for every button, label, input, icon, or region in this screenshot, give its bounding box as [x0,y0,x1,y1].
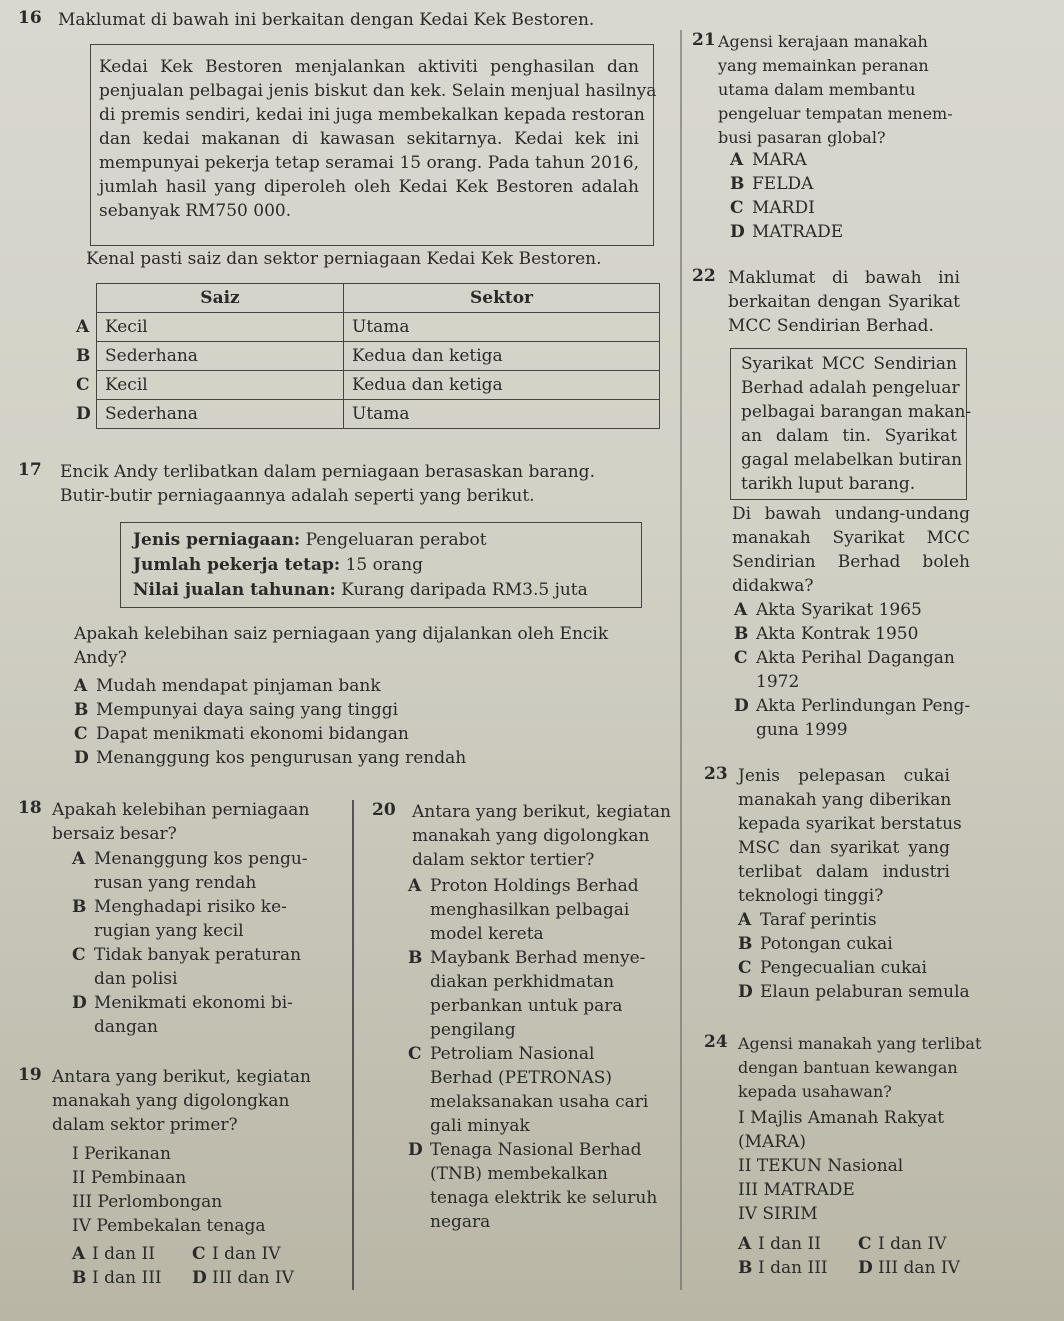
question-number: 20 [372,800,396,820]
option-letter: B [74,700,89,720]
table-row [76,371,660,400]
text-line: Akta Perihal Dagangan [756,648,955,668]
option-letter: A [734,600,748,620]
text-line: Antara yang berikut, kegiatan [412,802,671,822]
table-prompt: Kenal pasti saiz dan sektor perniagaan Kedai Kek Bestoren. [86,249,602,269]
answer-letter: A [72,1244,86,1264]
text-line: Pengecualian cukai [760,958,927,978]
sector-cell: Kedua dan ketiga [344,371,660,400]
text-line: Syarikat MCC Sendirian [741,354,957,374]
option-text [756,694,974,742]
text-line: (MARA) [738,1132,807,1152]
option-text [756,622,974,646]
answer-option [730,172,950,196]
text-line: Butir-butir perniagaannya adalah seperti yang berikut. [60,486,535,506]
size-cell: Sederhana [97,342,344,371]
answer-option [72,895,342,943]
option-text [760,980,978,1004]
info-label: Jumlah pekerja tetap: [133,555,341,575]
info-value: Pengeluaran perabot [300,530,487,550]
info-box-text [741,352,972,496]
question-stem [52,1065,311,1137]
answer-letter: D [858,1258,873,1278]
option-text [94,847,342,895]
text-line: kepada syarikat berstatus [738,814,962,834]
answer-text: I dan II [92,1244,155,1264]
text-line: bersaiz besar? [52,824,177,844]
info-label: Nilai jualan tahunan: [133,580,336,600]
option-letter: B [72,897,87,917]
option-letter: D [408,1140,423,1160]
answer-option [408,874,668,946]
option-text [430,874,668,946]
text-line: Maybank Berhad menye- [430,948,646,968]
option-text [756,598,974,622]
text-line: terlibat dalam industri [738,862,950,882]
option-text [96,674,634,698]
text-line: penjualan pelbagai jenis biskut dan kek. Selain menjual hasilnya [99,81,657,101]
text-line: tenaga elektrik ke seluruh [430,1188,658,1208]
answer-text: III dan IV [212,1268,294,1288]
info-line [133,578,588,603]
option-text [760,956,978,980]
info-line [133,553,588,578]
text-line: 1972 [756,672,800,692]
text-line: pengeluar tempatan menem- [718,104,953,123]
answer-option [74,698,634,722]
text-line: III Perlombongan [72,1192,223,1212]
text-line: Proton Holdings Berhad [430,876,639,896]
text-line: Mempunyai daya saing yang tinggi [96,700,399,720]
answer-option [408,946,668,1042]
text-line: manakah yang diberikan [738,790,952,810]
question-stem [738,764,962,908]
roman-items [72,1142,266,1238]
text-line: rugian yang kecil [94,921,244,941]
question-stem [728,266,960,338]
text-line: Mudah mendapat pinjaman bank [96,676,381,696]
question-number: 18 [18,798,42,818]
question-number: 22 [692,266,716,286]
option-letter: D [738,982,753,1002]
text-line: Antara yang berikut, kegiatan [52,1067,311,1087]
text-line: manakah Syarikat MCC [732,528,970,548]
text-line: Menikmati ekonomi bi- [94,993,293,1013]
answer-option [738,956,978,980]
text-line: I Perikanan [72,1144,171,1164]
question-number: 17 [18,460,42,480]
option-letter: D [72,993,87,1013]
option-letter: A [738,910,752,930]
option-letter: C [76,375,90,395]
info-box-text [133,528,588,603]
answer-text: I dan IV [878,1234,947,1254]
option-letter: A [730,150,744,170]
option-letter: A [408,876,422,896]
question-number: 23 [704,764,728,784]
sector-cell: Utama [344,400,660,429]
answer-row [738,1232,978,1256]
text-line: perbankan untuk para [430,996,623,1016]
answer-row [72,1242,312,1266]
option-text [752,220,950,244]
answer-option [408,1042,668,1138]
text-line: mempunyai pekerja tetap seramai 15 orang. Pada tahun 2016, [99,153,639,173]
text-line: MCC Sendirian Berhad. [728,316,934,336]
text-line: guna 1999 [756,720,848,740]
text-line: MARDI [752,198,815,218]
text-line: Akta Kontrak 1950 [756,624,919,644]
answer-letter: A [738,1234,752,1254]
option-letter: C [408,1044,422,1064]
answer-option [730,148,950,172]
text-line: menghasilkan pelbagai [430,900,630,920]
option-text [94,895,342,943]
text-line: berkaitan dengan Syarikat [728,292,960,312]
text-line: Tidak banyak peraturan [94,945,302,965]
answer-text: I dan IV [212,1244,281,1264]
text-line: Jenis pelepasan cukai [738,766,950,786]
option-letter: D [730,222,745,242]
text-line: Tenaga Nasional Berhad [430,1140,642,1160]
answer-option [408,1138,668,1234]
text-line: didakwa? [732,576,814,596]
text-line: tarikh luput barang. [741,474,916,494]
option-text [756,646,974,694]
text-line: dangan [94,1017,158,1037]
info-line [133,528,588,553]
info-box [90,44,657,246]
question-text [732,502,970,598]
text-line: diakan perkhidmatan [430,972,615,992]
answer-letter: B [72,1268,87,1288]
option-text [96,722,634,746]
text-line: utama dalam membantu [718,80,916,99]
sector-cell: Kedua dan ketiga [344,342,660,371]
answer-option [72,943,342,991]
text-line: Potongan cukai [760,934,893,954]
option-letter: A [74,676,88,696]
answer-option [734,598,974,622]
question-number: 21 [692,30,716,50]
text-line: Apakah kelebihan saiz perniagaan yang dijalankan oleh Encik [74,624,609,644]
text-line: MSC dan syarikat yang [738,838,950,858]
answer-option [74,746,634,770]
text-line: melaksanakan usaha cari [430,1092,649,1112]
column-divider [352,800,354,1290]
text-line: Menanggung kos pengu- [94,849,308,869]
option-letter: D [76,404,91,424]
answer-letter: D [192,1268,207,1288]
option-letter: D [74,748,89,768]
text-line: MATRADE [752,222,844,242]
question-stem [412,800,671,872]
text-line: Berhad adalah pengeluar [741,378,960,398]
option-text [430,1138,668,1234]
answer-option [730,196,950,220]
option-text [94,943,342,991]
answer-option [74,722,634,746]
option-letter: C [72,945,86,965]
text-line: Menghadapi risiko ke- [94,897,287,917]
option-text [94,991,342,1039]
question-text [74,622,608,670]
text-line: an dalam tin. Syarikat [741,426,957,446]
text-line: manakah yang digolongkan [412,826,650,846]
option-text [752,172,950,196]
text-line: (TNB) membekalkan [430,1164,608,1184]
table-row [76,313,660,342]
option-letter: B [730,174,745,194]
info-value: 15 orang [340,555,423,575]
answer-letter: C [192,1244,206,1264]
option-letter: B [76,346,91,366]
answer-table [76,283,660,429]
text-line: Encik Andy terlibatkan dalam perniagaan berasaskan barang. [60,462,595,482]
option-letter: C [74,724,88,744]
info-label: Jenis perniagaan: [133,530,301,550]
text-line: manakah yang digolongkan [52,1091,290,1111]
option-text [430,1042,668,1138]
text-line: dengan bantuan kewangan [738,1058,958,1077]
text-line: Menanggung kos pengurusan yang rendah [96,748,467,768]
text-line: Di bawah undang-undang [732,504,970,524]
table-row [76,342,660,371]
question-stem [718,30,958,150]
option-letter: A [72,849,86,869]
option-letter: B [408,948,423,968]
question-stem [738,1032,982,1104]
answer-text: III dan IV [878,1258,960,1278]
question-number: 16 [18,8,42,28]
option-letter: C [738,958,752,978]
answer-row [738,1256,978,1280]
option-text [430,946,668,1042]
option-letter: C [734,648,748,668]
text-line: MARA [752,150,807,170]
info-box [120,522,642,608]
answer-letter: B [738,1258,753,1278]
question-stem [52,798,309,846]
text-line: Akta Perlindungan Peng- [756,696,971,716]
answer-letter: C [858,1234,872,1254]
text-line: Petroliam Nasional [430,1044,595,1064]
text-line: Elaun pelaburan semula [760,982,970,1002]
text-line: pelbagai barangan makan- [741,402,972,422]
text-line: rusan yang rendah [94,873,257,893]
text-line: IV SIRIM [738,1204,818,1224]
answer-text: I dan II [758,1234,821,1254]
info-box [730,348,972,500]
question-number: 19 [18,1065,42,1085]
answer-option [72,847,342,895]
text-line: II Pembinaan [72,1168,187,1188]
answer-option [730,220,950,244]
option-letter: D [734,696,749,716]
answer-text: I dan III [92,1268,162,1288]
text-line: Sendirian Berhad boleh [732,552,970,572]
text-line: FELDA [752,174,814,194]
text-line: kepada usahawan? [738,1082,892,1101]
table-header: Saiz [97,284,344,313]
answer-options [72,847,342,1039]
option-text [752,196,950,220]
text-line: III MATRADE [738,1180,855,1200]
size-cell: Kecil [97,313,344,342]
text-line: Apakah kelebihan perniagaan [52,800,310,820]
text-line: gali minyak [430,1116,530,1136]
answer-text: I dan III [758,1258,828,1278]
text-line: dalam sektor primer? [52,1115,238,1135]
text-line: I Majlis Amanah Rakyat [738,1108,945,1128]
text-line: Berhad (PETRONAS) [430,1068,613,1088]
answer-option [734,694,974,742]
answer-options [738,908,978,1004]
text-line: teknologi tinggi? [738,886,884,906]
option-text [96,698,634,722]
text-line: pengilang [430,1020,516,1040]
column-divider [680,30,682,1290]
roman-items [738,1106,944,1226]
answer-row [72,1266,312,1290]
text-line: dan kedai makanan di kawasan sekitarnya. Kedai kek ini [99,129,639,149]
answer-option [738,980,978,1004]
option-letter: B [734,624,749,644]
option-letter: C [730,198,744,218]
answer-option [734,622,974,646]
answer-options [730,148,950,244]
text-line: jumlah hasil yang diperoleh oleh Kedai Kek Bestoren adalah [99,177,639,197]
question-stem: Maklumat di bawah ini berkaitan dengan Kedai Kek Bestoren. [58,10,595,30]
text-line: Andy? [74,648,127,668]
answer-option [72,991,342,1039]
answer-option [738,932,978,956]
answer-option [734,646,974,694]
text-line: Agensi kerajaan manakah [718,32,928,51]
text-line: IV Pembekalan tenaga [72,1216,266,1236]
answer-option [74,674,634,698]
text-line: dan polisi [94,969,178,989]
size-cell: Kecil [97,371,344,400]
size-cell: Sederhana [97,400,344,429]
answer-options [408,874,668,1234]
text-line: busi pasaran global? [718,128,886,147]
text-line: Dapat menikmati ekonomi bidangan [96,724,409,744]
answer-options [734,598,974,742]
text-line: Kedai Kek Bestoren menjalankan aktiviti penghasilan dan [99,57,639,77]
answer-option [738,908,978,932]
text-line: yang memainkan peranan [718,56,929,75]
question-stem [60,460,595,508]
question-number: 24 [704,1032,728,1052]
text-line: negara [430,1212,491,1232]
text-line: Agensi manakah yang terlibat [738,1034,982,1053]
text-line: dalam sektor tertier? [412,850,595,870]
option-text [760,908,978,932]
text-line: sebanyak RM750 000. [99,201,292,221]
answer-choices [738,1232,978,1280]
sector-cell: Utama [344,313,660,342]
text-line: di premis sendiri, kedai ini juga membekalkan kepada restoran [99,105,645,125]
table-header: Sektor [344,284,660,313]
info-box-text [99,55,657,223]
table-row [76,400,660,429]
text-line: model kereta [430,924,544,944]
text-line: Akta Syarikat 1965 [756,600,922,620]
text-line: Maklumat di bawah ini [728,268,960,288]
answer-options [74,674,634,770]
option-text [96,746,634,770]
option-text [760,932,978,956]
info-value: Kurang daripada RM3.5 juta [335,580,588,600]
text-line: gagal melabelkan butiran [741,450,963,470]
text-line: II TEKUN Nasional [738,1156,904,1176]
option-letter: B [738,934,753,954]
answer-choices [72,1242,312,1290]
text-line: Taraf perintis [760,910,877,930]
option-letter: A [76,317,90,337]
option-text [752,148,950,172]
